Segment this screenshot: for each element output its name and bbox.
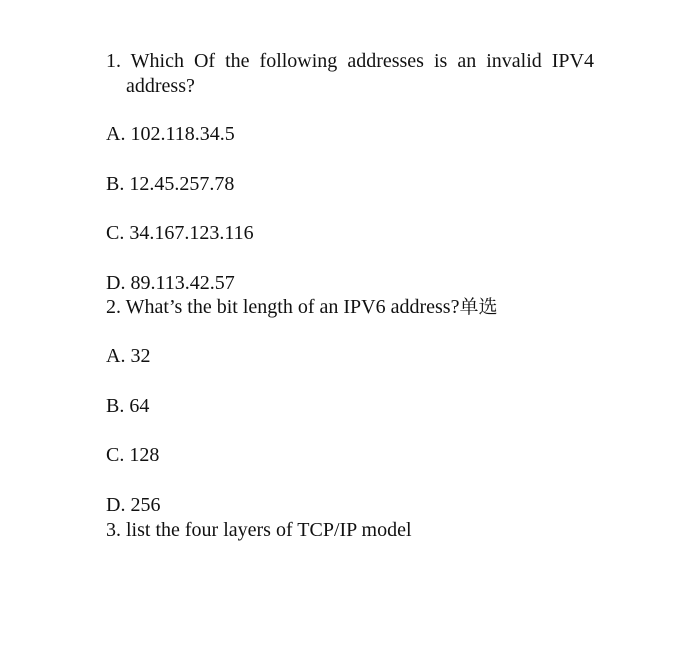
question-2-option-c: C. 128 <box>106 444 160 466</box>
question-1-option-c: C. 34.167.123.116 <box>106 222 254 244</box>
question-1-title <box>106 49 594 99</box>
question-1-title-line-1: 1. Which Of the following addresses is an invalid IPV4 <box>106 50 594 72</box>
question-2-option-d: D. 256 <box>106 494 161 516</box>
question-1-title-line-2: address? <box>126 75 195 97</box>
question-3-title: 3. list the four layers of TCP/IP model <box>106 519 412 541</box>
question-2-text: 2. What’s the bit length of an IPV6 address? <box>106 296 460 318</box>
question-2-title <box>106 295 594 320</box>
question-2-option-b: B. 64 <box>106 395 150 417</box>
question-1-option-a: A. 102.118.34.5 <box>106 123 235 145</box>
question-2-option-a: A. 32 <box>106 345 151 367</box>
question-2-type-tag: 单选 <box>459 296 498 318</box>
question-1-option-d: D. 89.113.42.57 <box>106 272 235 294</box>
question-1-option-b: B. 12.45.257.78 <box>106 173 235 195</box>
